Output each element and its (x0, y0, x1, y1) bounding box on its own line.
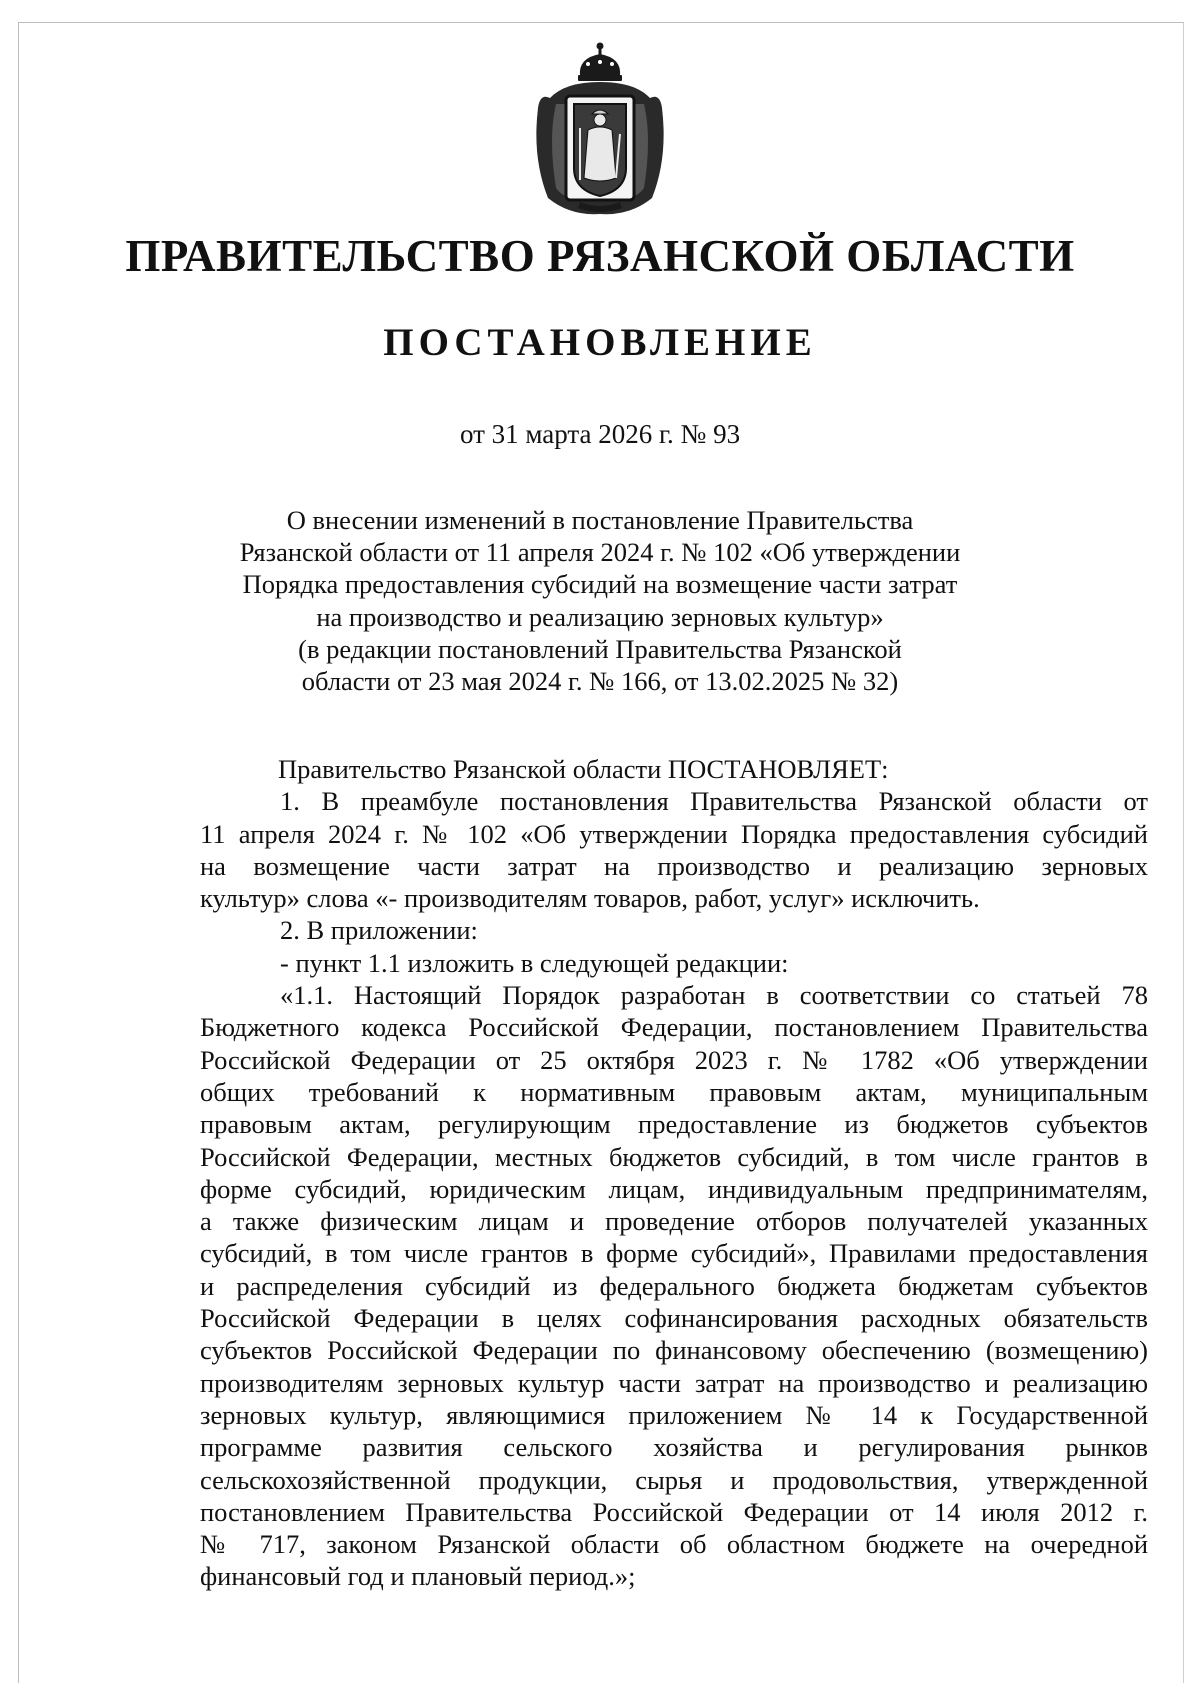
subject-line: (в редакции постановлений Правительства Рязанской (298, 633, 902, 664)
body-line: Российской Федерации, местных бюджетов субсидий, в том числе грантов в (200, 1141, 1148, 1172)
subject-line: на производство и реализацию зерновых культур» (316, 601, 884, 632)
body-line: форме субсидий, юридическим лицам, индивидуальным предпринимателям, (200, 1173, 1148, 1204)
body-line: постановлением Правительства Российской Федерации от 14 июля 2012 г. (200, 1496, 1148, 1527)
body-line: производителям зерновых культур части затрат на производство и реализацию (200, 1367, 1148, 1398)
subject-line: области от 23 мая 2024 г. № 166, от 13.02.2025 № 32) (301, 666, 899, 697)
body-line: - пункт 1.1 изложить в следующей редакции: (280, 947, 789, 978)
body-line: 11 апреля 2024 г. № 102 «Об утверждении Порядка предоставления субсидий (200, 818, 1148, 849)
body-line: программе развития сельского хозяйства и регулирования рынков (200, 1432, 1148, 1463)
organization-title: ПРАВИТЕЛЬСТВО РЯЗАНСКОЙ ОБЛАСТИ (125, 231, 1075, 281)
body-line: на возмещение части затрат на производство и реализацию зерновых (200, 850, 1148, 881)
body-line: 1. В преамбуле постановления Правительства Рязанской области от (280, 786, 1148, 817)
body-line: субсидий, в том числе грантов в форме субсидий», Правилами предоставления (200, 1238, 1148, 1269)
crown-icon (578, 43, 622, 82)
body-line: правовым актам, регулирующим предоставление из бюджетов субъектов (200, 1109, 1148, 1140)
body-line: и распределения субсидий из федерального бюджета бюджетам субъектов (200, 1270, 1148, 1301)
body-line: «1.1. Настоящий Порядок разработан в соответствии со статьей 78 (280, 980, 1148, 1011)
document-type-heading: ПОСТАНОВЛЕНИЕ (383, 321, 817, 364)
body-line: культур» слова «- производителям товаров, работ, услуг» исключить. (200, 883, 980, 914)
body-line: Бюджетного кодекса Российской Федерации, постановлением Правительства (200, 1012, 1148, 1043)
decree-intro: Правительство Рязанской области ПОСТАНОВЛЯЕТ: (278, 754, 889, 784)
body-line: а также физическим лицам и проведение отборов получателей указанных (200, 1206, 1148, 1237)
document-subject (230, 504, 970, 697)
body-line: Российской Федерации в целях софинансирования расходных обязательств (200, 1303, 1148, 1334)
body-line: Российской Федерации от 25 октября 2023 г. № 1782 «Об утверждении (200, 1044, 1148, 1075)
coat-of-arms-emblem (530, 38, 670, 218)
body-line: сельскохозяйственной продукции, сырья и продовольствия, утвержденной (200, 1464, 1148, 1495)
subject-line: О внесении изменений в постановление Правительства (286, 505, 914, 535)
body-line: зерновых культур, являющимися приложением № 14 к Государственной (200, 1399, 1148, 1430)
subject-line: Порядка предоставления субсидий на возмещение части затрат (242, 569, 958, 600)
body-line: финансовый год и плановый период.»; (200, 1561, 636, 1592)
body-line: 2. В приложении: (280, 915, 478, 946)
document-date-number: от 31 марта 2026 г. № 93 (459, 419, 741, 449)
body-line: № 717, законом Рязанской области об областном бюджете на очередной (200, 1529, 1148, 1560)
subject-line: Рязанской области от 11 апреля 2024 г. № 102 «Об утверждении (239, 537, 961, 568)
body-line: общих требований к нормативным правовым актам, муниципальным (200, 1076, 1148, 1107)
body-line: субъектов Российской Федерации по финансовому обеспечению (возмещению) (200, 1335, 1148, 1366)
document-body (200, 753, 1148, 1593)
